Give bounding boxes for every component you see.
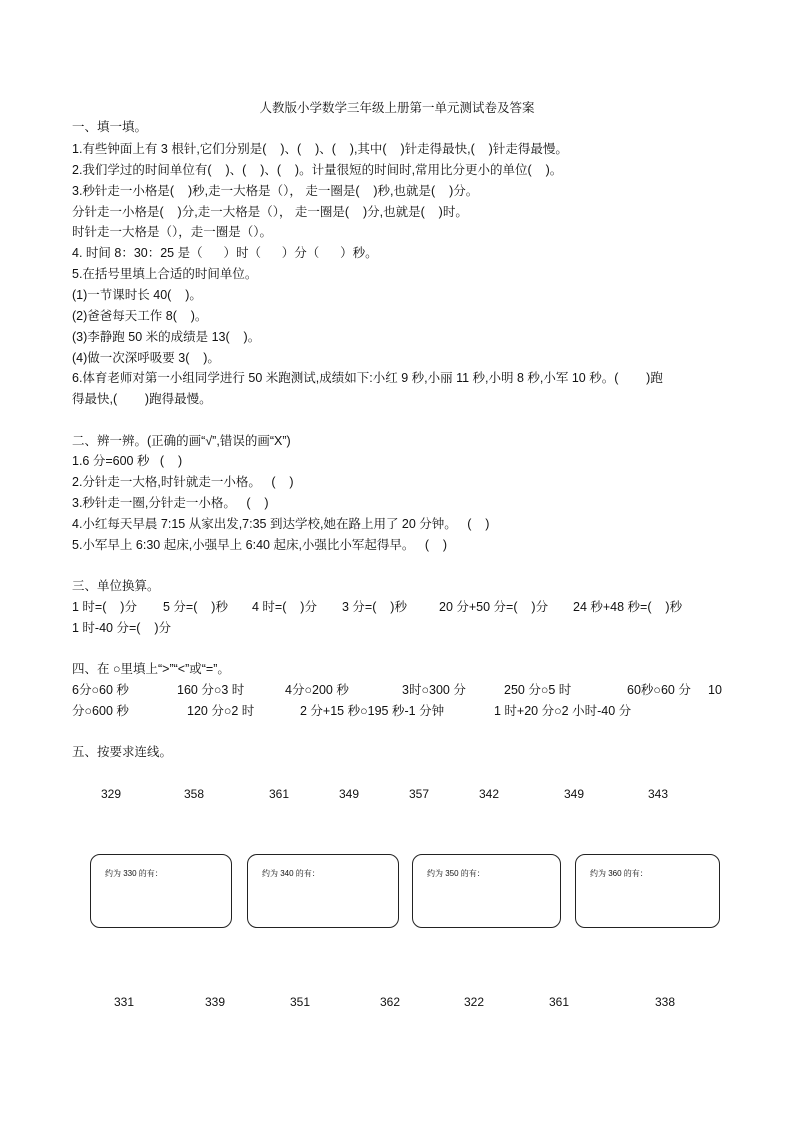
answer-box-340[interactable]: [247, 854, 399, 928]
question-1-6-line1: 6.体育老师对第一小组同学进行 50 米跑测试,成绩如下:小红 9 秒,小丽 11 秒,小明 8 秒,小军 10 秒。( )跑: [72, 371, 663, 385]
question-1-5-3: (3)李静跑 50 米的成绩是 13( )。: [72, 330, 261, 344]
section4-heading: 四、在 ○里填上“>”“<”或“=”。: [72, 662, 230, 676]
question-2-4: 4.小红每天早晨 7:15 从家出发,7:35 到达学校,她在路上用了 20 分钟。 ( ): [72, 517, 490, 531]
question-2-5: 5.小军早上 6:30 起床,小强早上 6:40 起床,小强比小军起得早。 ( ): [72, 538, 448, 552]
bottom-number[interactable]: 361: [549, 995, 570, 1009]
bottom-number[interactable]: 322: [464, 995, 485, 1009]
compare-item: 60秒○60 分: [627, 683, 691, 697]
answer-box-label: 约为 360 的有：: [590, 869, 648, 878]
compare-item: 3时○300 分: [402, 683, 466, 697]
compare-item: 10: [708, 683, 722, 697]
answer-box-label: 约为 330 的有：: [105, 869, 163, 878]
question-1-3-line3: 时针走一大格是（），走一圈是（）。: [72, 225, 273, 239]
section3-heading: 三、单位换算。: [72, 579, 160, 593]
page-title: 人教版小学数学三年级上册第一单元测试卷及答案: [259, 101, 535, 115]
top-number[interactable]: 361: [269, 787, 290, 801]
compare-item: 2 分+15 秒○195 秒-1 分钟: [300, 704, 445, 718]
question-1-3-line2: 分针走一小格是( )分,走一大格是（）， 走一圈是( )分,也就是( )时。: [72, 205, 468, 219]
question-1-5-2: (2)爸爸每天工作 8( )。: [72, 309, 208, 323]
top-number[interactable]: 349: [339, 787, 360, 801]
conversion-item: 1 时-40 分=( )分: [72, 621, 171, 635]
compare-item: 分○600 秒: [72, 704, 129, 718]
bottom-number[interactable]: 362: [380, 995, 401, 1009]
compare-item: 1 时+20 分○2 小时-40 分: [494, 704, 632, 718]
question-2-3: 3.秒针走一圈,分针走一小格。 ( ): [72, 496, 269, 510]
top-number[interactable]: 342: [479, 787, 500, 801]
conversion-item: 4 时=( )分: [252, 600, 317, 614]
conversion-item: 5 分=( )秒: [163, 600, 228, 614]
answer-box-360[interactable]: [575, 854, 720, 928]
compare-item: 4分○200 秒: [285, 683, 349, 697]
top-number[interactable]: 329: [101, 787, 122, 801]
conversion-item: 3 分=( )秒: [342, 600, 407, 614]
answer-box-350[interactable]: [412, 854, 561, 928]
conversion-item: 24 秒+48 秒=( )秒: [573, 600, 683, 614]
top-number[interactable]: 343: [648, 787, 669, 801]
question-1-4: 4. 时间 8：30：25 是（ ）时（ ）分（ ）秒。: [72, 246, 378, 260]
section1-heading: 一、填一填。: [72, 120, 148, 134]
answer-box-label: 约为 350 的有：: [427, 869, 485, 878]
question-1-5: 5.在括号里填上合适的时间单位。: [72, 267, 258, 281]
answer-box-label: 约为 340 的有：: [262, 869, 320, 878]
bottom-number[interactable]: 338: [655, 995, 676, 1009]
bottom-number[interactable]: 331: [114, 995, 135, 1009]
compare-item: 250 分○5 时: [504, 683, 572, 697]
bottom-number[interactable]: 339: [205, 995, 226, 1009]
top-number[interactable]: 349: [564, 787, 585, 801]
section5-heading: 五、按要求连线。: [72, 745, 173, 759]
question-1-3-line1: 3.秒针走一小格是( )秒,走一大格是（）， 走一圈是( )秒,也就是( )分。: [72, 184, 479, 198]
conversion-item: 1 时=( )分: [72, 600, 137, 614]
compare-item: 160 分○3 时: [177, 683, 245, 697]
section2-heading: 二、辨一辨。(正确的画“√”,错误的画“X”): [72, 434, 291, 448]
question-2-1: 1.6 分=600 秒 ( ): [72, 454, 183, 468]
conversion-item: 20 分+50 分=( )分: [439, 600, 549, 614]
top-number[interactable]: 358: [184, 787, 205, 801]
compare-item: 6分○60 秒: [72, 683, 129, 697]
question-1-5-1: (1)一节课时长 40( )。: [72, 288, 202, 302]
answer-box-330[interactable]: [90, 854, 232, 928]
question-1-5-4: (4)做一次深呼吸要 3( )。: [72, 351, 220, 365]
question-1-2: 2.我们学过的时间单位有( )、( )、( )。计量很短的时间时,常用比分更小的单位( )。: [72, 163, 563, 177]
top-number[interactable]: 357: [409, 787, 430, 801]
question-1-6-line2: 得最快,( )跑得最慢。: [72, 392, 212, 406]
compare-item: 120 分○2 时: [187, 704, 255, 718]
bottom-number[interactable]: 351: [290, 995, 311, 1009]
question-2-2: 2.分针走一大格,时针就走一小格。 ( ): [72, 475, 294, 489]
question-1-1: 1.有些钟面上有 3 根针,它们分别是( )、( )、( ),其中( )针走得最快,( )针走得最慢。: [72, 142, 568, 156]
